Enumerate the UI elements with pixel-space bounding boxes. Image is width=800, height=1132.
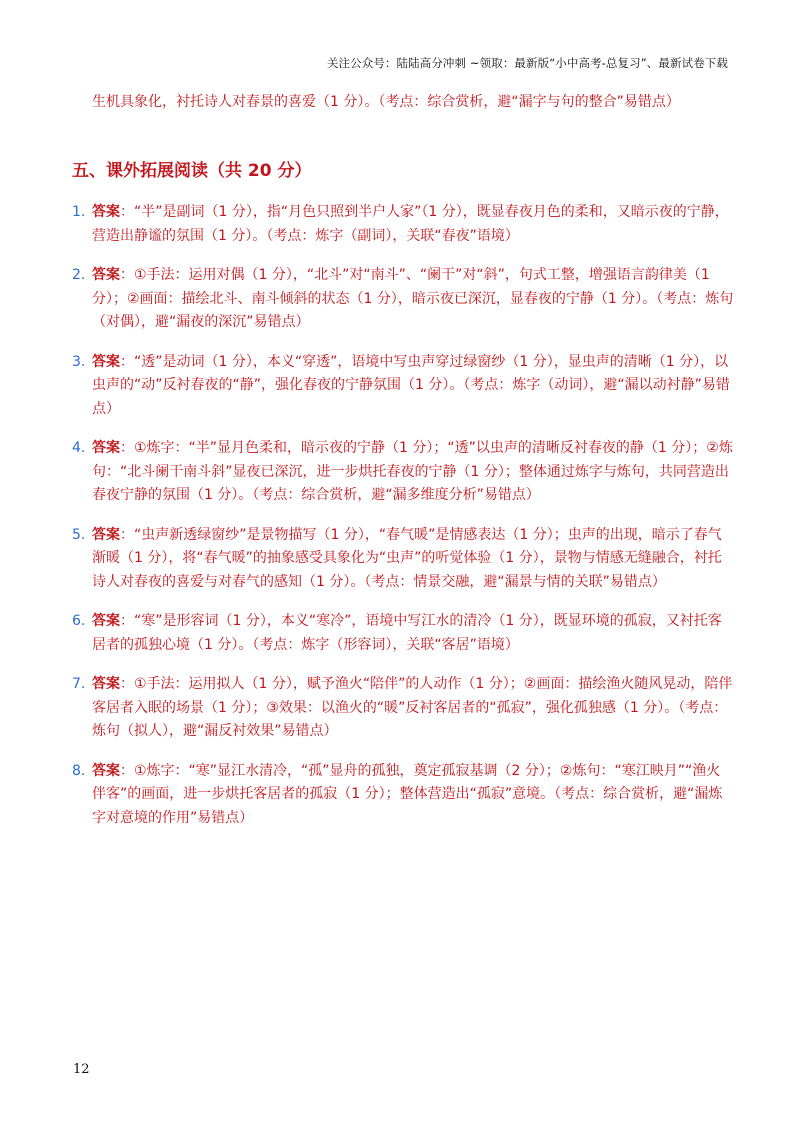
answer-label: 答案 (92, 762, 120, 779)
answer-item-7 (72, 673, 734, 744)
answer-item-8 (72, 760, 734, 831)
item-number: 4. (72, 440, 86, 456)
page-header: 关注公众号：陆陆高分冲刺 ~领取：最新版“小中高考-总复习”、最新试卷下载 (326, 56, 728, 70)
answer-label: 答案 (92, 526, 120, 543)
answer-item-5 (72, 524, 734, 595)
answer-item-4 (72, 437, 734, 508)
answer-item-6 (72, 610, 734, 657)
answer-text: ：①手法：运用拟人（1 分），赋予渔火“陪伴”的人动作（1 分）；②画面：描绘渔火随风晃动，陪伴客居者入眠的场景（1 分）；③效果：以渔火的“暖”反衬客居者的“孤寂”，强化孤独感（1 分）。（考点：炼句（拟人），避“漏反衬效果”易错点） (92, 676, 733, 739)
answer-text: ：“半”是副词（1 分），指“月色只照到半户人家”（1 分），既显春夜月色的柔和，又暗示夜的宁静，营造出静谧的氛围（1 分）。（考点：炼字（副词），关联“春夜”语境） (92, 204, 729, 244)
answer-label: 答案 (92, 267, 120, 283)
answer-text: ：①炼字：“半”显月色柔和，暗示夜的宁静（1 分）；“透”以虫声的清晰反衬春夜的静（1 分）；②炼句：“北斗阑干南斗斜”显夜已深沉，进一步烘托春夜的宁静（1 分）；整体通过炼字与炼句，共同营造出春夜宁静的氛围（1 分）。（考点：综合赏析，避“漏多维度分析”易错点） (92, 440, 733, 503)
item-number: 5. (72, 526, 86, 543)
answer-label: 答案 (92, 613, 120, 629)
page-number: 12 (73, 1062, 90, 1077)
item-number: 1. (72, 204, 86, 220)
answer-text: ：①炼字：“寒”显江水清冷，“孤”显舟的孤独，奠定孤寂基调（2 分）；②炼句：“寒江映月”“渔火伴客”的画面，进一步烘托客居者的孤寂（1 分）；整体营造出“孤寂”意境。（考点：综合赏析，避“漏炼字对意境的作用”易错点） (92, 762, 723, 826)
answer-label: 答案 (92, 440, 120, 456)
item-number: 7. (72, 676, 86, 692)
section-title: 五、课外拓展阅读（共 20 分） (72, 161, 312, 181)
answer-text: ：①手法：运用对偶（1 分），“北斗”对“南斗”、“阑干”对“斜”，句式工整，增强语言韵律美（1 分）；②画面：描绘北斗、南斗倾斜的状态（1 分），暗示夜已深沉，显春夜的宁静（1 分）。（考点：炼句（对偶），避“漏夜的深沉”易错点） (92, 267, 734, 330)
answer-label: 答案 (92, 676, 120, 692)
continuation-paragraph: 生机具象化，衬托诗人对春景的喜爱（1 分）。（考点：综合赏析，避“漏字与句的整合”易错点） (92, 94, 680, 110)
answer-text: ：“寒”是形容词（1 分），本义“寒冷”，语境中写江水的清冷（1 分），既显环境的孤寂，又衬托客居者的孤独心境（1 分）。（考点：炼字（形容词），关联“客居”语境） (92, 613, 722, 653)
answer-label: 答案 (92, 204, 120, 220)
item-number: 6. (72, 613, 86, 629)
answer-text: ：“虫声新透绿窗纱”是景物描写（1 分），“春气暖”是情感表达（1 分）；虫声的出现，暗示了春气渐暖（1 分），将“春气暖”的抽象感受具象化为“虫声”的听觉体验（1 分），景物与情感无缝融合，衬托诗人对春夜的喜爱与对春气的感知（1 分）。（考点：情景交融，避“漏景与情的关联”易错点） (92, 526, 722, 590)
item-number: 3. (72, 353, 86, 370)
answer-label: 答案 (92, 353, 120, 370)
item-number: 2. (72, 267, 86, 283)
answer-item-1 (72, 201, 734, 248)
answer-item-3 (72, 351, 734, 422)
item-number: 8. (72, 762, 86, 779)
answer-item-2 (72, 264, 734, 335)
answer-list (72, 201, 734, 846)
answer-text: ：“透”是动词（1 分），本义“穿透”，语境中写虫声穿过绿窗纱（1 分），显虫声的清晰（1 分），以虫声的“动”反衬春夜的“静”，强化春夜的宁静氛围（1 分）。（考点：炼字（动词），避“漏以动衬静”易错点） (92, 353, 730, 417)
